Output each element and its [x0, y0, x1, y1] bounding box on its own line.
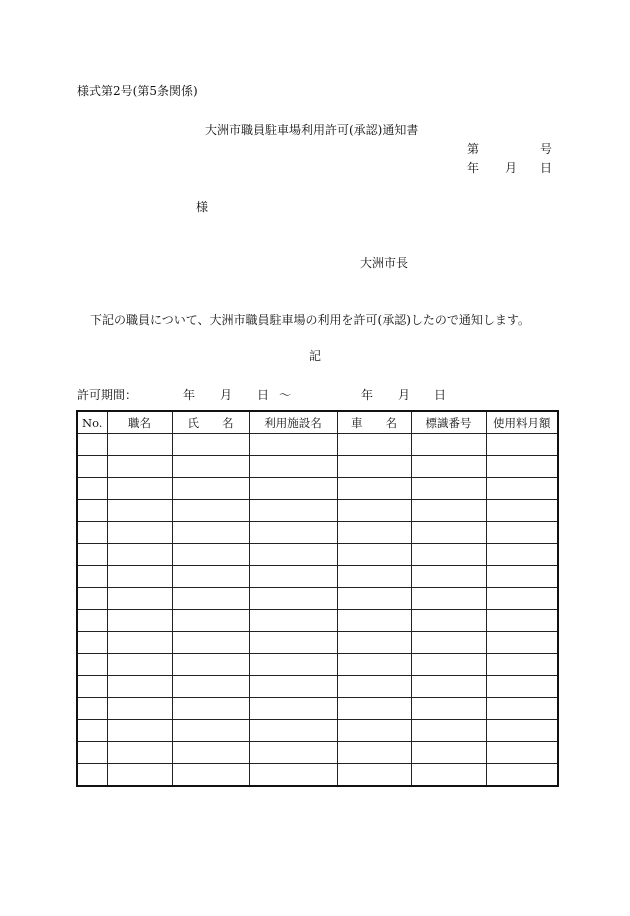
table-cell — [411, 500, 486, 522]
table-cell — [77, 720, 107, 742]
table-cell — [77, 544, 107, 566]
table-row — [77, 522, 558, 544]
table-cell — [411, 698, 486, 720]
table-cell — [486, 676, 558, 698]
table-cell — [249, 720, 337, 742]
date-year: 年 — [467, 161, 480, 175]
table-row — [77, 742, 558, 764]
table-cell — [411, 654, 486, 676]
table-cell — [411, 456, 486, 478]
table-cell — [77, 610, 107, 632]
table-cell — [249, 434, 337, 456]
table-cell — [486, 456, 558, 478]
header-no: No. — [77, 411, 107, 434]
table-row — [77, 588, 558, 610]
table-cell — [411, 566, 486, 588]
period-from-day: 日 — [257, 388, 270, 402]
table-cell — [249, 478, 337, 500]
table-cell — [249, 764, 337, 787]
table-row — [77, 720, 558, 742]
table-cell — [411, 632, 486, 654]
issuer: 大洲市長 — [360, 256, 409, 270]
table-cell — [486, 764, 558, 787]
table-cell — [172, 522, 249, 544]
table-cell — [77, 676, 107, 698]
table-cell — [107, 478, 172, 500]
table-cell — [107, 588, 172, 610]
table-cell — [77, 478, 107, 500]
table-cell — [411, 720, 486, 742]
date-day: 日 — [540, 161, 553, 175]
table-row — [77, 544, 558, 566]
table-cell — [411, 434, 486, 456]
header-job-title: 職名 — [107, 411, 172, 434]
period-to-month: 月 — [398, 388, 411, 402]
table-cell — [172, 500, 249, 522]
table-cell — [486, 478, 558, 500]
table-header-row — [77, 411, 558, 434]
table-cell — [107, 456, 172, 478]
table-cell — [411, 742, 486, 764]
table-row — [77, 610, 558, 632]
table-cell — [337, 742, 411, 764]
table-cell — [486, 500, 558, 522]
table-cell — [486, 720, 558, 742]
table-cell — [107, 654, 172, 676]
table-cell — [411, 610, 486, 632]
table-cell — [249, 742, 337, 764]
table-cell — [337, 720, 411, 742]
table-cell — [249, 632, 337, 654]
table-cell — [77, 500, 107, 522]
permit-table — [76, 410, 559, 787]
ki-heading: 記 — [309, 349, 322, 363]
table-row — [77, 478, 558, 500]
table-cell — [411, 588, 486, 610]
body-text: 下記の職員について、大洲市職員駐車場の利用を許可(承認)したので通知します。 — [90, 313, 530, 327]
table-cell — [107, 632, 172, 654]
table-cell — [486, 632, 558, 654]
period-from-year: 年 — [183, 388, 196, 402]
table-cell — [77, 632, 107, 654]
table-cell — [337, 588, 411, 610]
table-cell — [107, 522, 172, 544]
table-cell — [107, 676, 172, 698]
table-cell — [411, 764, 486, 787]
table-row — [77, 676, 558, 698]
table-row — [77, 764, 558, 787]
table-cell — [172, 588, 249, 610]
table-cell — [337, 610, 411, 632]
table-cell — [107, 434, 172, 456]
period-label: 許可期間： — [77, 388, 138, 402]
table-row — [77, 566, 558, 588]
table-cell — [486, 522, 558, 544]
header-monthly-fee: 使用料月額 — [486, 411, 558, 434]
table-cell — [411, 478, 486, 500]
table-cell — [77, 742, 107, 764]
table-cell — [172, 544, 249, 566]
table-cell — [77, 764, 107, 787]
table-cell — [77, 456, 107, 478]
table-cell — [337, 544, 411, 566]
table-cell — [249, 456, 337, 478]
table-cell — [337, 676, 411, 698]
table-cell — [337, 434, 411, 456]
table-cell — [77, 698, 107, 720]
table-cell — [107, 764, 172, 787]
table-cell — [337, 764, 411, 787]
table-cell — [411, 676, 486, 698]
table-cell — [249, 654, 337, 676]
table-cell — [486, 588, 558, 610]
table-row — [77, 654, 558, 676]
form-number: 様式第2号(第5条関係) — [77, 84, 198, 98]
table-row — [77, 698, 558, 720]
table-cell — [77, 588, 107, 610]
table-body — [77, 434, 558, 787]
table-cell — [172, 566, 249, 588]
table-cell — [411, 544, 486, 566]
table-cell — [249, 566, 337, 588]
table-cell — [337, 566, 411, 588]
table-cell — [77, 654, 107, 676]
number-dai: 第 — [467, 142, 480, 156]
table-cell — [107, 698, 172, 720]
period-to-day: 日 — [434, 388, 447, 402]
document-title: 大洲市職員駐車場利用許可(承認)通知書 — [205, 123, 419, 137]
table-cell — [107, 500, 172, 522]
table-cell — [172, 764, 249, 787]
table-cell — [249, 544, 337, 566]
table-cell — [107, 544, 172, 566]
period-from-month: 月 — [220, 388, 233, 402]
header-name: 氏 名 — [172, 411, 249, 434]
table-cell — [337, 632, 411, 654]
table-cell — [172, 698, 249, 720]
table-cell — [172, 676, 249, 698]
table-cell — [249, 698, 337, 720]
recipient-suffix: 様 — [196, 200, 209, 214]
table-cell — [486, 742, 558, 764]
number-go: 号 — [540, 142, 553, 156]
table-cell — [249, 610, 337, 632]
table-cell — [249, 588, 337, 610]
table-cell — [172, 456, 249, 478]
table-cell — [486, 434, 558, 456]
table-cell — [486, 654, 558, 676]
table-cell — [249, 676, 337, 698]
table-cell — [172, 720, 249, 742]
table-cell — [172, 434, 249, 456]
table-cell — [172, 478, 249, 500]
table-cell — [337, 654, 411, 676]
table-row — [77, 500, 558, 522]
table-row — [77, 434, 558, 456]
table-cell — [249, 522, 337, 544]
table-cell — [337, 478, 411, 500]
table-cell — [172, 610, 249, 632]
date-month: 月 — [505, 161, 518, 175]
table-cell — [107, 610, 172, 632]
table-cell — [107, 566, 172, 588]
table-cell — [107, 720, 172, 742]
table-cell — [486, 566, 558, 588]
table-cell — [172, 632, 249, 654]
table-cell — [486, 698, 558, 720]
table-cell — [77, 522, 107, 544]
table-cell — [337, 456, 411, 478]
table-row — [77, 632, 558, 654]
table-cell — [337, 500, 411, 522]
table-cell — [486, 610, 558, 632]
period-tilde: 〜 — [279, 388, 292, 402]
table-row — [77, 456, 558, 478]
table-cell — [411, 522, 486, 544]
header-facility: 利用施設名 — [249, 411, 337, 434]
table-cell — [337, 522, 411, 544]
table-cell — [77, 566, 107, 588]
table-cell — [172, 742, 249, 764]
table-cell — [172, 654, 249, 676]
table-cell — [486, 544, 558, 566]
header-sign-number: 標識番号 — [411, 411, 486, 434]
header-car-name: 車 名 — [337, 411, 411, 434]
table-cell — [77, 434, 107, 456]
table-cell — [337, 698, 411, 720]
period-to-year: 年 — [361, 388, 374, 402]
table-cell — [249, 500, 337, 522]
table-cell — [107, 742, 172, 764]
